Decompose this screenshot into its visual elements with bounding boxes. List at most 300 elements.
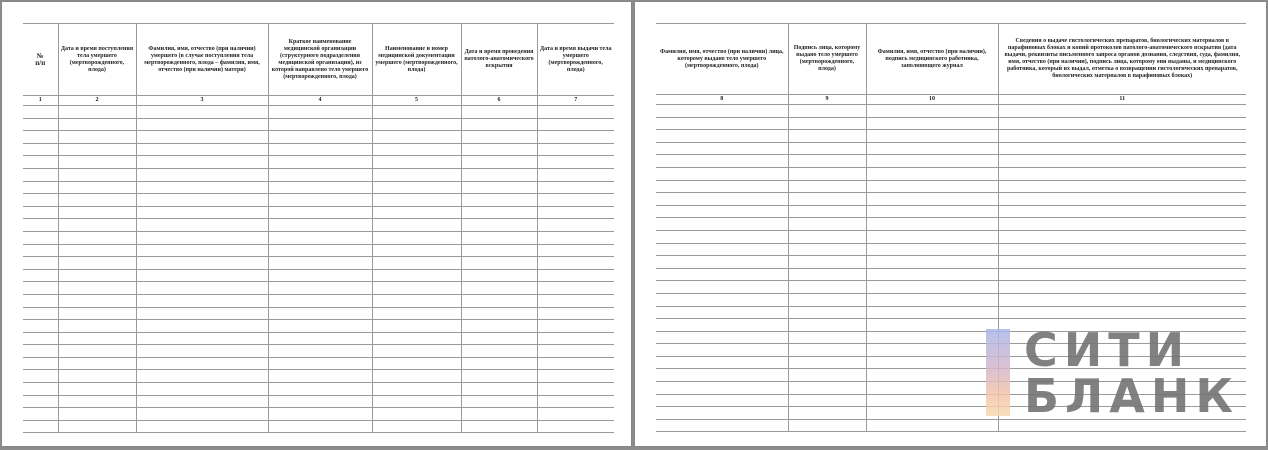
journal-entry-cell: [58, 420, 136, 433]
journal-entry-cell: [656, 180, 788, 193]
journal-entry-cell: [461, 307, 537, 320]
journal-entry-cell: [866, 167, 998, 180]
journal-entry-row: [656, 293, 1246, 306]
journal-entry-cell: [58, 143, 136, 156]
journal-entry-cell: [866, 344, 998, 357]
journal-entry-cell: [866, 243, 998, 256]
journal-entry-cell: [866, 230, 998, 243]
journal-entry-cell: [537, 307, 614, 320]
journal-entry-cell: [23, 194, 58, 207]
column-number: 4: [268, 96, 372, 106]
journal-entry-cell: [268, 357, 372, 370]
column-header-arrival-datetime: Дата и время поступления тела умершего (мертворожденного, плода): [58, 24, 136, 96]
journal-entry-cell: [136, 219, 268, 232]
journal-entry-cell: [866, 142, 998, 155]
journal-entry-cell: [866, 369, 998, 382]
journal-entry-row: [23, 257, 614, 270]
journal-entry-cell: [866, 130, 998, 143]
journal-entry-cell: [656, 382, 788, 395]
journal-entry-cell: [866, 331, 998, 344]
journal-entry-cell: [372, 370, 461, 383]
journal-entry-row: [23, 357, 614, 370]
journal-entry-cell: [372, 131, 461, 144]
journal-entry-cell: [23, 345, 58, 358]
journal-entry-cell: [23, 320, 58, 333]
journal-entry-cell: [537, 357, 614, 370]
journal-entry-cell: [537, 257, 614, 270]
journal-entry-cell: [788, 180, 866, 193]
journal-entry-row: [23, 345, 614, 358]
journal-entry-cell: [788, 105, 866, 118]
journal-entry-cell: [268, 294, 372, 307]
journal-entry-row: [656, 180, 1246, 193]
journal-entry-cell: [788, 243, 866, 256]
journal-table-right: [656, 23, 1246, 432]
journal-entry-cell: [537, 181, 614, 194]
header-row: [656, 24, 1246, 95]
journal-entry-cell: [656, 193, 788, 206]
journal-entry-cell: [372, 206, 461, 219]
journal-entry-cell: [656, 256, 788, 269]
journal-entry-row: [656, 306, 1246, 319]
column-number: 1: [23, 96, 58, 106]
journal-entry-cell: [268, 131, 372, 144]
journal-entry-cell: [537, 156, 614, 169]
journal-entry-cell: [656, 306, 788, 319]
journal-entry-cell: [788, 281, 866, 294]
journal-entry-cell: [537, 282, 614, 295]
journal-entry-cell: [998, 306, 1246, 319]
journal-entry-row: [23, 143, 614, 156]
journal-entry-cell: [136, 307, 268, 320]
journal-entry-cell: [136, 420, 268, 433]
journal-entry-row: [656, 142, 1246, 155]
journal-entry-cell: [136, 194, 268, 207]
journal-entry-cell: [372, 231, 461, 244]
journal-entry-cell: [268, 420, 372, 433]
journal-entry-cell: [268, 206, 372, 219]
journal-entry-cell: [58, 131, 136, 144]
journal-entry-cell: [788, 369, 866, 382]
journal-entry-cell: [23, 370, 58, 383]
journal-entry-cell: [788, 205, 866, 218]
journal-entry-row: [23, 332, 614, 345]
journal-entry-row: [656, 230, 1246, 243]
journal-entry-row: [656, 281, 1246, 294]
journal-entry-cell: [268, 219, 372, 232]
journal-entry-cell: [998, 205, 1246, 218]
journal-entry-cell: [372, 332, 461, 345]
journal-entry-cell: [866, 105, 998, 118]
journal-entry-cell: [58, 332, 136, 345]
journal-entry-cell: [461, 257, 537, 270]
journal-left-page: [2, 2, 631, 446]
journal-entry-cell: [537, 168, 614, 181]
journal-entry-cell: [866, 356, 998, 369]
journal-entry-row: [23, 219, 614, 232]
journal-entry-cell: [372, 307, 461, 320]
journal-entry-cell: [656, 167, 788, 180]
journal-entry-cell: [372, 181, 461, 194]
journal-entry-cell: [23, 383, 58, 396]
journal-entry-cell: [136, 269, 268, 282]
journal-entry-cell: [268, 257, 372, 270]
journal-entry-row: [656, 419, 1246, 432]
journal-entry-cell: [656, 344, 788, 357]
journal-entry-row: [23, 168, 614, 181]
journal-entry-cell: [23, 181, 58, 194]
journal-entry-cell: [537, 320, 614, 333]
journal-entry-cell: [268, 106, 372, 119]
journal-entry-cell: [537, 332, 614, 345]
column-number: 10: [866, 95, 998, 105]
journal-entry-cell: [866, 205, 998, 218]
journal-entry-cell: [998, 268, 1246, 281]
journal-entry-cell: [866, 407, 998, 420]
journal-entry-cell: [788, 230, 866, 243]
journal-entry-cell: [372, 143, 461, 156]
journal-entry-cell: [58, 395, 136, 408]
journal-entry-cell: [537, 420, 614, 433]
journal-entry-cell: [372, 408, 461, 421]
journal-entry-cell: [268, 244, 372, 257]
journal-entry-cell: [58, 294, 136, 307]
journal-entry-cell: [372, 194, 461, 207]
journal-entry-cell: [23, 244, 58, 257]
journal-entry-cell: [998, 243, 1246, 256]
journal-entry-cell: [461, 206, 537, 219]
journal-entry-cell: [788, 319, 866, 332]
journal-entry-row: [23, 181, 614, 194]
journal-entry-cell: [866, 281, 998, 294]
journal-entry-cell: [136, 131, 268, 144]
journal-entry-cell: [866, 319, 998, 332]
journal-entry-cell: [136, 383, 268, 396]
journal-entry-cell: [372, 219, 461, 232]
journal-entry-cell: [537, 231, 614, 244]
journal-entry-cell: [656, 117, 788, 130]
journal-entry-cell: [268, 320, 372, 333]
column-header-recipient-name: Фамилия, имя, отчество (при наличии) лица, которому выдано тело умершего (мертворожденного, плода): [656, 24, 788, 95]
journal-entry-cell: [656, 407, 788, 420]
journal-entry-cell: [788, 419, 866, 432]
journal-entry-row: [656, 394, 1246, 407]
journal-entry-row: [656, 331, 1246, 344]
journal-entry-row: [23, 420, 614, 433]
journal-entry-cell: [788, 167, 866, 180]
journal-entry-row: [23, 106, 614, 119]
journal-entry-row: [23, 294, 614, 307]
journal-entry-cell: [537, 118, 614, 131]
journal-entry-cell: [136, 357, 268, 370]
journal-entry-cell: [998, 193, 1246, 206]
journal-entry-cell: [268, 395, 372, 408]
journal-entry-cell: [58, 181, 136, 194]
journal-entry-cell: [23, 357, 58, 370]
journal-entry-cell: [998, 105, 1246, 118]
journal-entry-cell: [998, 419, 1246, 432]
journal-entry-cell: [58, 408, 136, 421]
journal-entry-cell: [58, 383, 136, 396]
journal-entry-cell: [537, 143, 614, 156]
journal-entry-row: [656, 117, 1246, 130]
journal-entry-cell: [461, 395, 537, 408]
journal-entry-row: [656, 256, 1246, 269]
journal-entry-cell: [461, 345, 537, 358]
journal-entry-row: [656, 382, 1246, 395]
journal-entry-cell: [537, 106, 614, 119]
journal-entry-cell: [58, 244, 136, 257]
journal-entry-cell: [23, 257, 58, 270]
journal-entry-cell: [998, 117, 1246, 130]
journal-entry-cell: [268, 345, 372, 358]
journal-entry-cell: [58, 345, 136, 358]
journal-entry-cell: [461, 332, 537, 345]
journal-entry-cell: [23, 282, 58, 295]
journal-entry-cell: [537, 294, 614, 307]
journal-entry-row: [656, 356, 1246, 369]
journal-entry-row: [656, 243, 1246, 256]
journal-entry-cell: [537, 244, 614, 257]
journal-entry-cell: [136, 320, 268, 333]
journal-entry-cell: [268, 282, 372, 295]
journal-entry-cell: [788, 382, 866, 395]
journal-entry-cell: [268, 269, 372, 282]
journal-entry-cell: [58, 156, 136, 169]
journal-entry-cell: [23, 106, 58, 119]
journal-entry-cell: [656, 268, 788, 281]
journal-entry-cell: [461, 231, 537, 244]
journal-entry-cell: [58, 357, 136, 370]
journal-entry-cell: [537, 194, 614, 207]
journal-entry-cell: [866, 306, 998, 319]
journal-entry-cell: [461, 383, 537, 396]
journal-entry-cell: [537, 131, 614, 144]
journal-entry-cell: [537, 269, 614, 282]
journal-entry-cell: [23, 131, 58, 144]
column-header-row-number: № п/п: [23, 24, 58, 96]
journal-entry-cell: [372, 395, 461, 408]
journal-entry-row: [23, 269, 614, 282]
journal-entry-row: [23, 307, 614, 320]
journal-entry-cell: [866, 293, 998, 306]
journal-entry-cell: [656, 369, 788, 382]
journal-entry-cell: [136, 143, 268, 156]
journal-entry-cell: [461, 320, 537, 333]
journal-entry-cell: [537, 345, 614, 358]
journal-entry-row: [23, 206, 614, 219]
journal-entry-cell: [998, 218, 1246, 231]
journal-entry-cell: [136, 106, 268, 119]
journal-entry-cell: [136, 294, 268, 307]
column-header-deceased-name: Фамилия, имя, отчество (при наличии) умершего (в случае поступления тела мертворожденного, плода – фамилия, имя, отчество (при наличии) матери): [136, 24, 268, 96]
journal-entry-cell: [136, 244, 268, 257]
journal-entry-cell: [461, 269, 537, 282]
column-number: 6: [461, 96, 537, 106]
journal-entry-row: [656, 130, 1246, 143]
journal-entry-cell: [58, 307, 136, 320]
journal-entry-cell: [372, 269, 461, 282]
journal-entry-row: [656, 193, 1246, 206]
journal-entry-row: [656, 407, 1246, 420]
journal-entry-cell: [23, 231, 58, 244]
journal-entry-cell: [58, 370, 136, 383]
journal-entry-cell: [656, 105, 788, 118]
journal-entry-cell: [268, 156, 372, 169]
journal-entry-cell: [788, 407, 866, 420]
journal-entry-cell: [866, 256, 998, 269]
journal-entry-row: [23, 156, 614, 169]
journal-entry-cell: [136, 282, 268, 295]
journal-entry-cell: [866, 117, 998, 130]
journal-entry-cell: [136, 168, 268, 181]
journal-entry-cell: [998, 281, 1246, 294]
journal-right-page: [635, 2, 1266, 446]
journal-entry-cell: [866, 180, 998, 193]
journal-entry-row: [23, 408, 614, 421]
column-header-release-datetime: Дата и время выдачи тела умершего (мертворожденного, плода): [537, 24, 614, 96]
column-header-referring-organization: Краткое наименование медицинской организации (структурного подразделения медицинской организации), из которой направлено тело умершего (мертворожденного, плода): [268, 24, 372, 96]
journal-entry-row: [23, 383, 614, 396]
journal-entry-cell: [23, 420, 58, 433]
journal-entry-cell: [998, 180, 1246, 193]
journal-entry-cell: [372, 244, 461, 257]
journal-entry-row: [656, 319, 1246, 332]
journal-entry-cell: [23, 294, 58, 307]
column-number: 5: [372, 96, 461, 106]
journal-entry-cell: [537, 219, 614, 232]
journal-entry-row: [656, 105, 1246, 118]
column-number: 9: [788, 95, 866, 105]
journal-entry-cell: [788, 293, 866, 306]
journal-entry-cell: [461, 219, 537, 232]
journal-entry-cell: [23, 118, 58, 131]
journal-entry-cell: [998, 407, 1246, 420]
journal-entry-cell: [998, 394, 1246, 407]
journal-entry-cell: [461, 408, 537, 421]
journal-entry-row: [23, 194, 614, 207]
journal-entry-cell: [372, 345, 461, 358]
journal-entry-cell: [372, 118, 461, 131]
journal-entry-row: [656, 155, 1246, 168]
journal-entry-cell: [58, 118, 136, 131]
journal-entry-cell: [58, 106, 136, 119]
journal-entry-cell: [23, 206, 58, 219]
journal-entry-cell: [372, 383, 461, 396]
journal-entry-cell: [788, 394, 866, 407]
journal-entry-cell: [537, 408, 614, 421]
journal-entry-cell: [58, 257, 136, 270]
journal-entry-cell: [866, 419, 998, 432]
journal-entry-cell: [537, 395, 614, 408]
watermark-text-line-2: БЛАНК: [1024, 369, 1239, 423]
journal-entry-cell: [372, 320, 461, 333]
journal-entry-cell: [268, 181, 372, 194]
journal-entry-cell: [656, 331, 788, 344]
journal-entry-cell: [58, 269, 136, 282]
journal-entry-cell: [788, 306, 866, 319]
journal-entry-row: [23, 370, 614, 383]
journal-entry-cell: [866, 218, 998, 231]
journal-entry-cell: [268, 231, 372, 244]
column-number: 7: [537, 96, 614, 106]
journal-entry-cell: [23, 332, 58, 345]
journal-entry-cell: [656, 356, 788, 369]
journal-table-left: [23, 23, 614, 433]
journal-entry-cell: [372, 294, 461, 307]
journal-entry-cell: [537, 206, 614, 219]
journal-entry-cell: [998, 130, 1246, 143]
column-number: 3: [136, 96, 268, 106]
journal-entry-cell: [136, 408, 268, 421]
journal-entry-cell: [656, 319, 788, 332]
journal-entry-row: [656, 369, 1246, 382]
journal-entry-cell: [372, 357, 461, 370]
journal-entry-cell: [461, 181, 537, 194]
journal-entry-cell: [866, 394, 998, 407]
journal-entry-cell: [788, 256, 866, 269]
journal-entry-cell: [136, 231, 268, 244]
journal-entry-cell: [372, 282, 461, 295]
journal-entry-cell: [998, 369, 1246, 382]
journal-entry-cell: [372, 156, 461, 169]
journal-entry-cell: [23, 168, 58, 181]
journal-entry-cell: [461, 244, 537, 257]
journal-entry-cell: [866, 268, 998, 281]
journal-entry-cell: [268, 143, 372, 156]
journal-entry-cell: [998, 344, 1246, 357]
column-number-row: [656, 95, 1246, 105]
journal-entry-cell: [136, 395, 268, 408]
journal-entry-cell: [656, 243, 788, 256]
journal-entry-cell: [461, 156, 537, 169]
column-header-medical-document: Наименование и номер медицинской документации умершего (мертворожденного, плода): [372, 24, 461, 96]
journal-entry-row: [23, 244, 614, 257]
journal-entry-cell: [656, 419, 788, 432]
journal-entry-cell: [461, 106, 537, 119]
watermark-text-line-1: СИТИ: [1024, 323, 1191, 377]
journal-entry-cell: [788, 218, 866, 231]
journal-entry-row: [656, 268, 1246, 281]
journal-entry-cell: [461, 194, 537, 207]
journal-entry-cell: [23, 219, 58, 232]
journal-entry-cell: [461, 131, 537, 144]
journal-entry-cell: [537, 383, 614, 396]
journal-entry-cell: [372, 257, 461, 270]
column-number-row: [23, 96, 614, 106]
journal-entry-cell: [461, 370, 537, 383]
column-header-recipient-signature: Подпись лица, которому выдано тело умершего (мертворожденного, плода): [788, 24, 866, 95]
journal-entry-cell: [788, 142, 866, 155]
journal-entry-cell: [136, 370, 268, 383]
journal-entry-cell: [998, 331, 1246, 344]
journal-entry-cell: [268, 307, 372, 320]
journal-entry-cell: [268, 118, 372, 131]
journal-entry-cell: [866, 382, 998, 395]
column-header-staff-name-signature: Фамилия, имя, отчество (при наличии), подпись медицинского работника, заполняющего журнал: [866, 24, 998, 95]
journal-entry-cell: [136, 345, 268, 358]
journal-entry-cell: [788, 117, 866, 130]
journal-entry-cell: [998, 155, 1246, 168]
journal-entry-cell: [136, 332, 268, 345]
journal-entry-cell: [268, 383, 372, 396]
column-number: 11: [998, 95, 1246, 105]
journal-entry-cell: [268, 332, 372, 345]
journal-entry-cell: [788, 155, 866, 168]
journal-entry-cell: [461, 118, 537, 131]
journal-entry-cell: [461, 294, 537, 307]
journal-entry-cell: [372, 420, 461, 433]
